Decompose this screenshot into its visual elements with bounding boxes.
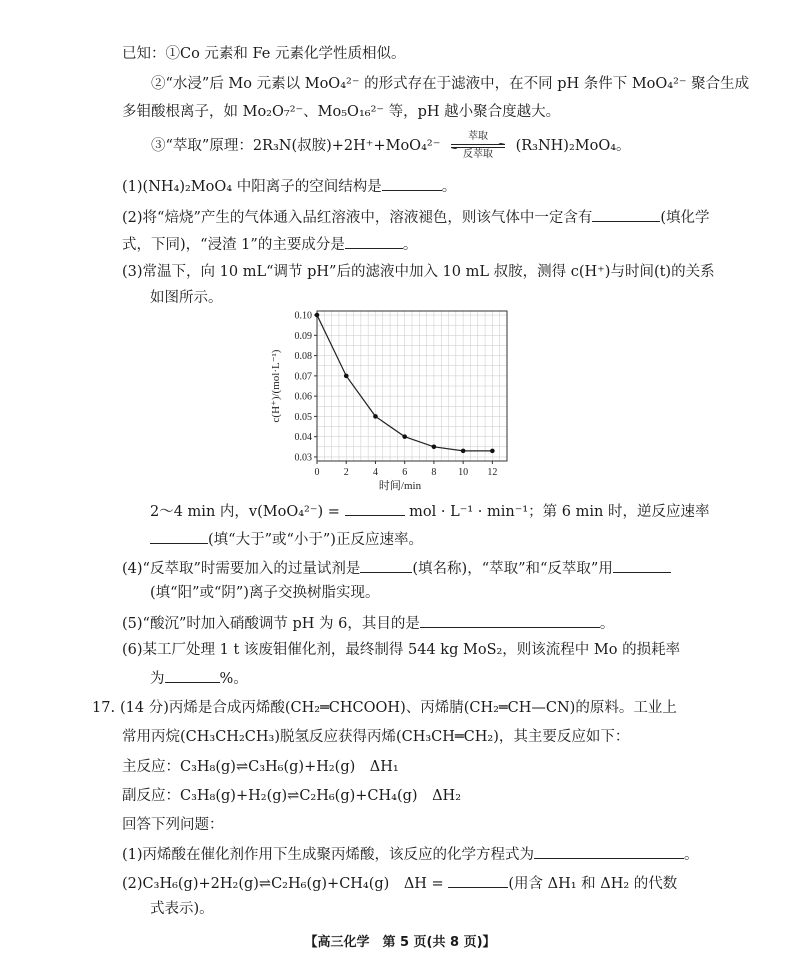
data-point: [373, 414, 378, 419]
y-tick-label: 0.07: [294, 371, 312, 383]
y-tick-label: 0.04: [294, 432, 312, 444]
answer-blank[interactable]: [613, 557, 671, 573]
side-reaction: 副反应：C₃H₈(g)+H₂(g)⇌C₂H₆(g)+CH₄(g) ΔH₂: [122, 788, 462, 804]
question-3-line-a: (3)常温下，向 10 mL“调节 pH”后的滤液中加入 10 mL 叔胺，测得 c(H⁺)与时间(t)的关系: [122, 264, 715, 280]
x-tick-label: 4: [372, 467, 378, 478]
problem-17-line-a: (14 分)丙烯是合成丙烯酸(CH₂═CHCOOH)、丙烯腈(CH₂═CH—CN)的原料。工业上: [120, 700, 677, 716]
problem-17-question-2-cont: 式表示)。: [150, 901, 214, 917]
hydrogen-ion-concentration-chart: [265, 303, 535, 493]
answer-blank[interactable]: [150, 528, 208, 544]
question-3-line-b: 如图所示。: [150, 290, 223, 306]
data-point: [344, 374, 349, 379]
x-tick-label: 0: [314, 467, 320, 478]
known-1: 已知：①Co 元素和 Fe 元素化学性质相似。: [122, 46, 406, 62]
reversible-arrow: 萃取 反萃取: [447, 132, 509, 160]
y-tick-label: 0.05: [294, 411, 312, 423]
data-point: [402, 434, 407, 439]
x-axis-ticks: [315, 461, 498, 478]
chart-grid: [317, 311, 507, 461]
answer-blank[interactable]: [382, 175, 442, 191]
answer-blank[interactable]: [345, 500, 405, 516]
answer-blank[interactable]: [534, 843, 684, 859]
x-tick-label: 8: [431, 467, 437, 478]
question-1: (1)(NH₄)₂MoO₄ 中阳离子的空间结构是 。: [122, 175, 456, 197]
y-tick-label: 0.09: [294, 330, 312, 342]
x-axis-label: 时间/min: [378, 480, 422, 492]
question-4-line-b: (填“阳”或“阴”)离子交换树脂实现。: [150, 585, 380, 601]
problem-17-line-b: 常用丙烷(CH₃CH₂CH₃)脱氢反应获得丙烯(CH₃CH═CH₂)，其主要反应如下：: [122, 729, 630, 745]
x-tick-label: 10: [458, 467, 469, 478]
data-point: [490, 449, 495, 454]
question-3-line-c: 2～4 min 内，v(MoO₄²⁻) = mol · L⁻¹ · min⁻¹；第 6 min 时，逆反应速率: [150, 500, 709, 522]
problem-17-question-1: (1)丙烯酸在催化剂作用下生成聚丙烯酸，该反应的化学方程式为 。: [122, 843, 699, 865]
question-2-line-b: 式，下同)，“浸渣 1”的主要成分是 。: [122, 233, 417, 255]
y-tick-label: 0.06: [294, 391, 312, 403]
y-tick-label: 0.08: [294, 351, 312, 363]
y-tick-label: 0.10: [294, 310, 312, 322]
page-footer: 【高三化学 第 5 页(共 8 页)】: [304, 935, 496, 950]
question-5: (5)“酸沉”时加入硝酸调节 pH 为 6，其目的是 。: [122, 612, 614, 634]
data-point: [432, 445, 437, 450]
known-4: ③“萃取”原理：2R₃N(叔胺)+2H⁺+MoO₄²⁻ 萃取 反萃取 (R₃NH)₂MoO₄。: [151, 131, 631, 160]
question-2-line-a: (2)将“焙烧”产生的气体通入品红溶液中，溶液褪色，则该气体中一定含有 (填化学: [122, 206, 710, 228]
question-3-line-d: (填“大于”或“小于”)正反应速率。: [150, 528, 423, 550]
question-6-line-b: 为 %。: [150, 667, 248, 689]
answer-blank[interactable]: [420, 612, 600, 628]
answer-blank[interactable]: [448, 872, 508, 888]
main-reaction: 主反应：C₃H₈(g)⇌C₃H₆(g)+H₂(g) ΔH₁: [122, 759, 399, 775]
question-6-line-a: (6)某工厂处理 1 t 该废钼催化剂，最终制得 544 kg MoS₂，则该流程中 Mo 的损耗率: [122, 642, 681, 658]
data-point: [461, 449, 466, 454]
data-point: [315, 313, 320, 318]
question-4-line-a: (4)“反萃取”时需要加入的过量试剂是 (填名称)，“萃取”和“反萃取”用: [122, 557, 671, 579]
y-tick-label: 0.03: [294, 452, 312, 464]
known-3: 多钼酸根离子，如 Mo₂O₇²⁻、Mo₅O₁₆²⁻ 等，pH 越小聚合度越大。: [122, 104, 561, 120]
x-tick-label: 6: [402, 467, 408, 478]
problem-17-question-2: (2)C₃H₆(g)+2H₂(g)⇌C₂H₆(g)+CH₄(g) ΔH = (用含 ΔH₁ 和 ΔH₂ 的代数: [122, 872, 677, 894]
answer-blank[interactable]: [345, 233, 403, 249]
x-tick-label: 2: [343, 467, 349, 478]
y-axis-label: c(H⁺)/(mol·L⁻¹): [270, 349, 282, 423]
y-axis-ticks: [295, 311, 318, 464]
answer-blank[interactable]: [165, 667, 220, 683]
answer-blank[interactable]: [592, 206, 660, 222]
answer-prompt: 回答下列问题：: [122, 817, 224, 833]
problem-17-number: 17.: [92, 700, 116, 716]
known-2: ②“水浸”后 Mo 元素以 MoO₄²⁻ 的形式存在于滤液中，在不同 pH 条件下 MoO₄²⁻ 聚合生成: [151, 76, 750, 92]
answer-blank[interactable]: [360, 557, 412, 573]
x-tick-label: 12: [487, 467, 498, 478]
